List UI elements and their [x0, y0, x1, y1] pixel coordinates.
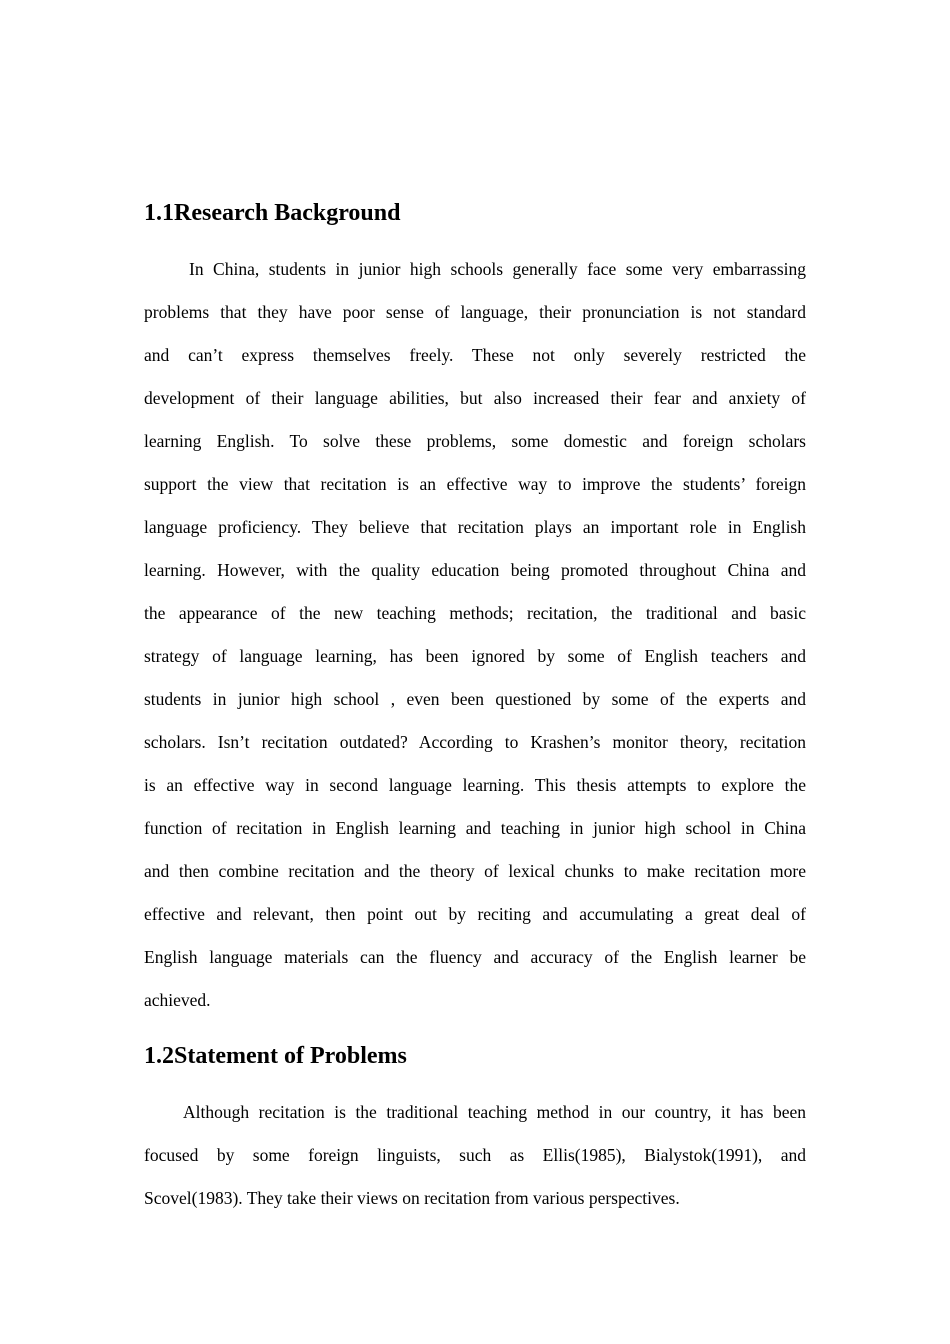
section-heading-statement-of-problems: 1.2Statement of Problems [144, 1043, 407, 1069]
paragraph-research-background [144, 248, 806, 1022]
paragraph-line: learning English. To solve these problems, some domestic and foreign scholars [144, 431, 806, 451]
paragraph-line: effective and relevant, then point out by reciting and accumulating a great deal of [144, 904, 806, 924]
paragraph-line: scholars. Isn’t recitation outdated? According to Krashen’s monitor theory, recitation [144, 732, 806, 752]
paragraph-line: problems that they have poor sense of language, their pronunciation is not standard [144, 302, 806, 322]
paragraph-line: Scovel(1983). They take their views on recitation from various perspectives. [144, 1188, 680, 1208]
paragraph-line: Although recitation is the traditional teaching method in our country, it has been [183, 1102, 806, 1122]
paragraph-line: learning. However, with the quality education being promoted throughout China and [144, 560, 806, 580]
paragraph-line: English language materials can the fluency and accuracy of the English learner be [144, 947, 806, 967]
paragraph-line: achieved. [144, 990, 211, 1010]
paragraph-line: support the view that recitation is an effective way to improve the students’ foreign [144, 474, 806, 494]
paragraph-line: the appearance of the new teaching methods; recitation, the traditional and basic [144, 603, 806, 623]
paragraph-line: is an effective way in second language learning. This thesis attempts to explore the [144, 775, 806, 795]
paragraph-line: development of their language abilities, but also increased their fear and anxiety of [144, 388, 806, 408]
paragraph-line: focused by some foreign linguists, such as Ellis(1985), Bialystok(1991), and [144, 1145, 806, 1165]
paragraph-line: function of recitation in English learning and teaching in junior high school in China [144, 818, 806, 838]
section-heading-research-background: 1.1Research Background [144, 200, 401, 226]
paragraph-line: students in junior high school , even been questioned by some of the experts and [144, 689, 806, 709]
paragraph-line: In China, students in junior high schools generally face some very embarrassing [189, 259, 806, 279]
paragraph-line: strategy of language learning, has been ignored by some of English teachers and [144, 646, 806, 666]
paragraph-line: and then combine recitation and the theory of lexical chunks to make recitation more [144, 861, 806, 881]
paragraph-line: and can’t express themselves freely. These not only severely restricted the [144, 345, 806, 365]
paragraph-line: language proficiency. They believe that recitation plays an important role in English [144, 517, 806, 537]
paragraph-statement-of-problems [144, 1091, 806, 1220]
